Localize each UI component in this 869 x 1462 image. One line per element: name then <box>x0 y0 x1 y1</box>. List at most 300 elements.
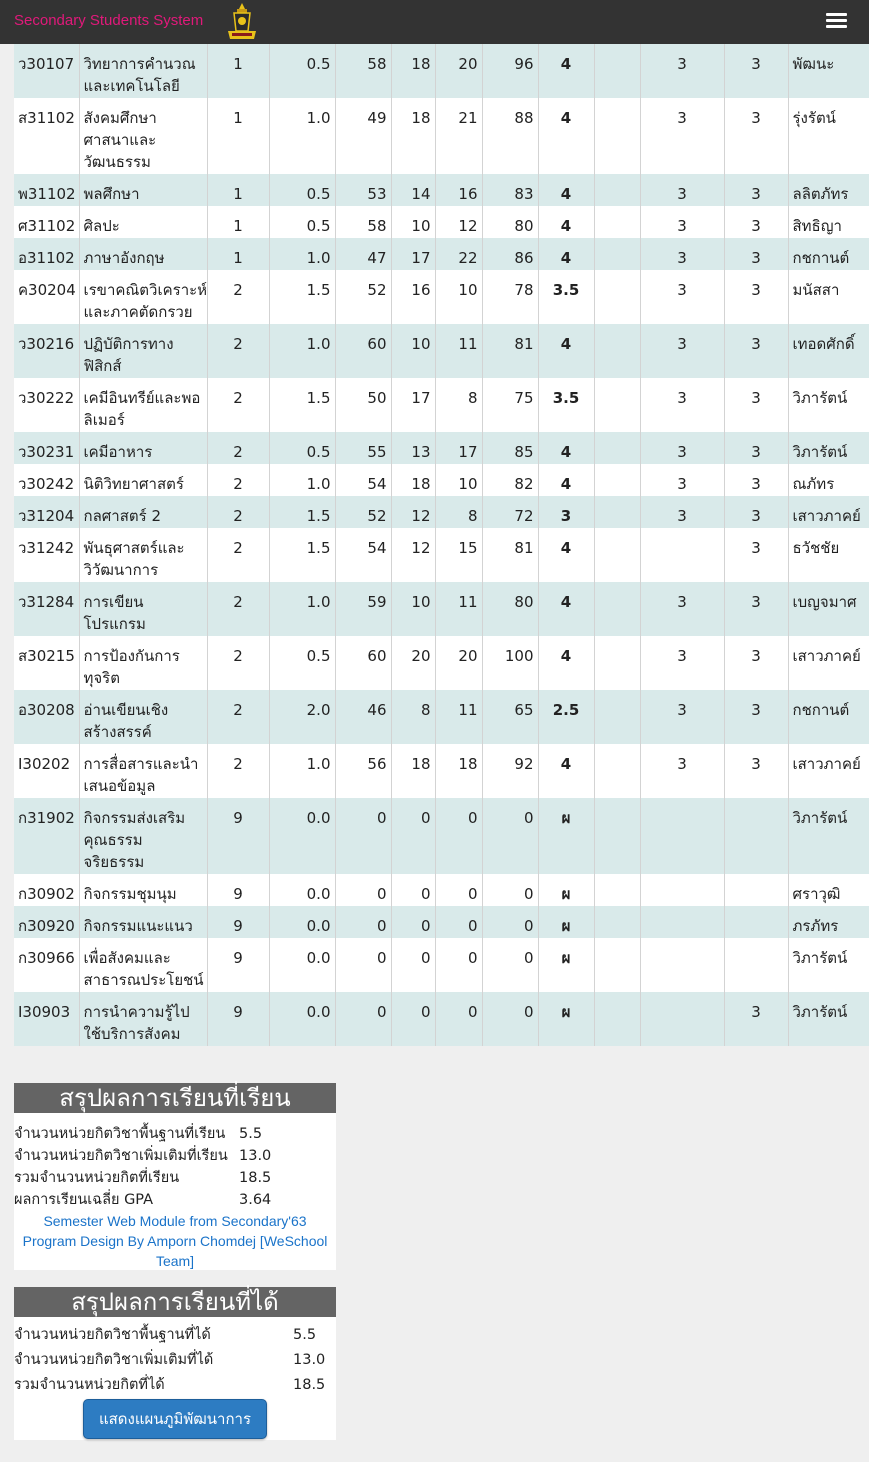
table-row <box>14 270 869 324</box>
subject-group-cell: 9 <box>207 874 269 906</box>
attribute-3-cell: 3 <box>724 206 788 238</box>
teacher-name-cell: วิภารัตน์ <box>788 378 869 432</box>
attribute-2-cell: 3 <box>640 636 724 690</box>
score-3-cell: 8 <box>435 496 482 528</box>
teacher-name-cell: สิทธิญา <box>788 206 869 238</box>
subject-name-cell: เพื่อสังคมและ สาธารณประโยชน์ <box>79 938 207 992</box>
gpa-label: ผลการเรียนเฉลี่ย GPA <box>14 1192 154 1208</box>
subject-group-cell: 2 <box>207 636 269 690</box>
score-3-cell: 0 <box>435 798 482 874</box>
table-row <box>14 528 869 582</box>
attribute-3-cell: 3 <box>724 636 788 690</box>
attribute-1-cell <box>594 44 640 98</box>
subject-name-cell: กลศาสตร์ 2 <box>79 496 207 528</box>
summary-earned-panel <box>14 1287 336 1440</box>
attribute-2-cell: 3 <box>640 206 724 238</box>
top-navbar <box>0 0 869 44</box>
grade-cell: 4 <box>538 432 594 464</box>
attribute-1-cell <box>594 270 640 324</box>
credit-value-cell: 1.0 <box>269 98 335 174</box>
subject-name-cell: กิจกรรมแนะแนว <box>79 906 207 938</box>
score-1-cell: 0 <box>335 992 391 1046</box>
summary-studied-panel <box>14 1083 336 1270</box>
teacher-name-cell: มนัสสา <box>788 270 869 324</box>
score-1-cell: 58 <box>335 206 391 238</box>
attribute-3-cell <box>724 874 788 906</box>
subject-name-cell: การสื่อสารและนำ เสนอข้อมูล <box>79 744 207 798</box>
attribute-3-cell: 3 <box>724 744 788 798</box>
grades-table <box>14 44 869 1046</box>
score-3-cell: 0 <box>435 874 482 906</box>
extra-credits-studied-row <box>14 1145 336 1167</box>
score-2-cell: 0 <box>391 992 435 1046</box>
attribute-1-cell <box>594 874 640 906</box>
score-3-cell: 0 <box>435 938 482 992</box>
grade-cell: ผ <box>538 992 594 1046</box>
subject-code-cell: ก30966 <box>14 938 79 992</box>
teacher-name-cell: เทอดศักดิ์ <box>788 324 869 378</box>
score-1-cell: 52 <box>335 496 391 528</box>
score-1-cell: 0 <box>335 798 391 874</box>
teacher-name-cell: เสาวภาคย์ <box>788 636 869 690</box>
subject-code-cell: ว30216 <box>14 324 79 378</box>
total-score-cell: 72 <box>482 496 538 528</box>
grade-cell: 3 <box>538 496 594 528</box>
total-score-cell: 96 <box>482 44 538 98</box>
attribute-3-cell: 3 <box>724 378 788 432</box>
score-3-cell: 12 <box>435 206 482 238</box>
attribute-1-cell <box>594 432 640 464</box>
subject-group-cell: 9 <box>207 906 269 938</box>
score-2-cell: 16 <box>391 270 435 324</box>
grade-cell: 4 <box>538 238 594 270</box>
attribute-2-cell <box>640 528 724 582</box>
score-2-cell: 17 <box>391 238 435 270</box>
score-3-cell: 20 <box>435 636 482 690</box>
subject-group-cell: 2 <box>207 270 269 324</box>
score-2-cell: 10 <box>391 206 435 238</box>
subject-name-cell: ศิลปะ <box>79 206 207 238</box>
subject-group-cell: 2 <box>207 744 269 798</box>
subject-code-cell: ก30902 <box>14 874 79 906</box>
score-3-cell: 0 <box>435 992 482 1046</box>
subject-name-cell: การนำความรู้ไป ใช้บริการสังคม <box>79 992 207 1046</box>
credit-value-cell: 1.5 <box>269 270 335 324</box>
total-score-cell: 80 <box>482 582 538 636</box>
credit-value-cell: 0.0 <box>269 938 335 992</box>
score-1-cell: 47 <box>335 238 391 270</box>
table-row <box>14 98 869 174</box>
total-score-cell: 86 <box>482 238 538 270</box>
table-row <box>14 378 869 432</box>
subject-name-cell: พลศึกษา <box>79 174 207 206</box>
total-score-cell: 85 <box>482 432 538 464</box>
grade-cell: 4 <box>538 528 594 582</box>
total-score-cell: 81 <box>482 324 538 378</box>
score-2-cell: 20 <box>391 636 435 690</box>
basic-credits-earned-label: จำนวนหน่วยกิตวิชาพื้นฐานที่ได้ <box>14 1327 211 1343</box>
total-score-cell: 82 <box>482 464 538 496</box>
attribute-3-cell: 3 <box>724 98 788 174</box>
attribute-3-cell: 3 <box>724 324 788 378</box>
subject-code-cell: ก30920 <box>14 906 79 938</box>
attribute-1-cell <box>594 378 640 432</box>
score-2-cell: 0 <box>391 798 435 874</box>
basic-credits-studied-row <box>14 1123 336 1145</box>
subject-group-cell: 9 <box>207 798 269 874</box>
hamburger-menu-icon[interactable] <box>826 13 847 29</box>
score-3-cell: 11 <box>435 324 482 378</box>
attribute-2-cell: 3 <box>640 238 724 270</box>
score-3-cell: 11 <box>435 690 482 744</box>
attribute-2-cell: 3 <box>640 44 724 98</box>
extra-credits-earned-row <box>14 1348 336 1373</box>
score-1-cell: 0 <box>335 938 391 992</box>
attribute-2-cell <box>640 992 724 1046</box>
subject-group-cell: 9 <box>207 938 269 992</box>
attribute-1-cell <box>594 98 640 174</box>
attribute-2-cell <box>640 874 724 906</box>
subject-group-cell: 1 <box>207 238 269 270</box>
score-3-cell: 15 <box>435 528 482 582</box>
attribute-1-cell <box>594 906 640 938</box>
subject-code-cell: อ30208 <box>14 690 79 744</box>
attribute-1-cell <box>594 582 640 636</box>
gpa-value: 3.64 <box>239 1192 272 1208</box>
grade-cell: ผ <box>538 798 594 874</box>
attribute-2-cell: 3 <box>640 98 724 174</box>
table-row <box>14 238 869 270</box>
score-3-cell: 22 <box>435 238 482 270</box>
subject-group-cell: 1 <box>207 98 269 174</box>
attribute-1-cell <box>594 992 640 1046</box>
app-title[interactable]: Secondary Students System <box>14 12 204 29</box>
score-2-cell: 0 <box>391 906 435 938</box>
subject-group-cell: 1 <box>207 206 269 238</box>
attribute-1-cell <box>594 324 640 378</box>
total-score-cell: 80 <box>482 206 538 238</box>
credit-value-cell: 1.5 <box>269 528 335 582</box>
attribute-1-cell <box>594 496 640 528</box>
credit-value-cell: 1.0 <box>269 464 335 496</box>
teacher-name-cell: กชกานต์ <box>788 238 869 270</box>
subject-code-cell: ส30215 <box>14 636 79 690</box>
teacher-name-cell: วิภารัตน์ <box>788 938 869 992</box>
attribute-3-cell: 3 <box>724 690 788 744</box>
credit-value-cell: 0.0 <box>269 874 335 906</box>
attribute-1-cell <box>594 174 640 206</box>
attribute-3-cell: 3 <box>724 44 788 98</box>
attribute-1-cell <box>594 798 640 874</box>
score-3-cell: 16 <box>435 174 482 206</box>
basic-credits-studied-label: จำนวนหน่วยกิตวิชาพื้นฐานที่เรียน <box>14 1126 226 1142</box>
grade-cell: 4 <box>538 174 594 206</box>
score-3-cell: 10 <box>435 464 482 496</box>
grade-cell: 4 <box>538 98 594 174</box>
table-row <box>14 174 869 206</box>
attribute-1-cell <box>594 464 640 496</box>
grade-cell: ผ <box>538 938 594 992</box>
attribute-3-cell: 3 <box>724 238 788 270</box>
subject-group-cell: 1 <box>207 44 269 98</box>
attribute-1-cell <box>594 636 640 690</box>
grade-cell: 4 <box>538 324 594 378</box>
total-score-cell: 0 <box>482 906 538 938</box>
attribute-2-cell: 3 <box>640 270 724 324</box>
score-2-cell: 18 <box>391 44 435 98</box>
teacher-name-cell: กชกานต์ <box>788 690 869 744</box>
total-score-cell: 100 <box>482 636 538 690</box>
subject-name-cell: การป้องกันการ ทุจริต <box>79 636 207 690</box>
attribute-3-cell: 3 <box>724 270 788 324</box>
score-1-cell: 60 <box>335 636 391 690</box>
attribute-3-cell <box>724 938 788 992</box>
score-2-cell: 17 <box>391 378 435 432</box>
grade-cell: 2.5 <box>538 690 594 744</box>
subject-group-cell: 2 <box>207 690 269 744</box>
total-score-cell: 0 <box>482 874 538 906</box>
score-2-cell: 0 <box>391 938 435 992</box>
credit-line-module: Semester Web Module from Secondary'63 <box>43 1213 307 1229</box>
attribute-1-cell <box>594 528 640 582</box>
table-row <box>14 324 869 378</box>
summary-earned-title: สรุปผลการเรียนที่ได้ <box>14 1287 336 1317</box>
score-3-cell: 11 <box>435 582 482 636</box>
total-credits-studied-label: รวมจำนวนหน่วยกิตที่เรียน <box>14 1170 180 1186</box>
credit-value-cell: 0.5 <box>269 206 335 238</box>
credit-value-cell: 0.0 <box>269 906 335 938</box>
subject-group-cell: 1 <box>207 174 269 206</box>
teacher-name-cell: วิภารัตน์ <box>788 432 869 464</box>
score-2-cell: 18 <box>391 464 435 496</box>
score-2-cell: 14 <box>391 174 435 206</box>
total-score-cell: 0 <box>482 992 538 1046</box>
attribute-2-cell <box>640 906 724 938</box>
extra-credits-earned-value: 13.0 <box>293 1352 326 1368</box>
credit-value-cell: 1.5 <box>269 378 335 432</box>
score-3-cell: 21 <box>435 98 482 174</box>
table-row <box>14 206 869 238</box>
credit-value-cell: 2.0 <box>269 690 335 744</box>
total-score-cell: 65 <box>482 690 538 744</box>
grade-cell: 4 <box>538 464 594 496</box>
attribute-1-cell <box>594 690 640 744</box>
extra-credits-studied-value: 13.0 <box>239 1148 272 1164</box>
score-2-cell: 8 <box>391 690 435 744</box>
score-2-cell: 12 <box>391 496 435 528</box>
attribute-3-cell: 3 <box>724 528 788 582</box>
credit-line-design: Program Design By Amporn Chomdej [WeSchool Team] <box>22 1233 328 1269</box>
credit-value-cell: 1.0 <box>269 238 335 270</box>
grade-cell: 4 <box>538 44 594 98</box>
grade-cell: 4 <box>538 582 594 636</box>
attribute-1-cell <box>594 938 640 992</box>
attribute-2-cell: 3 <box>640 464 724 496</box>
table-row <box>14 992 869 1046</box>
attribute-2-cell: 3 <box>640 324 724 378</box>
school-emblem-icon <box>226 1 258 43</box>
subject-name-cell: ภาษาอังกฤษ <box>79 238 207 270</box>
subject-name-cell: เคมีอินทรีย์และพอ ลิเมอร์ <box>79 378 207 432</box>
score-1-cell: 56 <box>335 744 391 798</box>
score-2-cell: 0 <box>391 874 435 906</box>
score-1-cell: 55 <box>335 432 391 464</box>
score-2-cell: 12 <box>391 528 435 582</box>
attribute-2-cell: 3 <box>640 174 724 206</box>
score-2-cell: 18 <box>391 98 435 174</box>
show-progress-chart-button[interactable]: แสดงแผนภูมิพัฒนาการ <box>83 1399 267 1439</box>
total-score-cell: 0 <box>482 798 538 874</box>
total-credits-studied-row <box>14 1167 336 1189</box>
score-3-cell: 0 <box>435 906 482 938</box>
total-score-cell: 92 <box>482 744 538 798</box>
subject-name-cell: เคมีอาหาร <box>79 432 207 464</box>
table-row <box>14 582 869 636</box>
teacher-name-cell: วิภารัตน์ <box>788 798 869 874</box>
attribute-3-cell: 3 <box>724 496 788 528</box>
score-2-cell: 18 <box>391 744 435 798</box>
subject-name-cell: เรขาคณิตวิเคราะห์ และภาคตัดกรวย <box>79 270 207 324</box>
attribute-1-cell <box>594 206 640 238</box>
score-1-cell: 0 <box>335 874 391 906</box>
total-score-cell: 78 <box>482 270 538 324</box>
score-3-cell: 17 <box>435 432 482 464</box>
score-3-cell: 20 <box>435 44 482 98</box>
credit-value-cell: 1.5 <box>269 496 335 528</box>
total-score-cell: 75 <box>482 378 538 432</box>
subject-group-cell: 2 <box>207 324 269 378</box>
attribute-2-cell: 3 <box>640 432 724 464</box>
teacher-name-cell: ศราวุฒิ <box>788 874 869 906</box>
score-2-cell: 10 <box>391 582 435 636</box>
score-1-cell: 52 <box>335 270 391 324</box>
subject-code-cell: ว31284 <box>14 582 79 636</box>
grade-cell: 4 <box>538 636 594 690</box>
basic-credits-earned-value: 5.5 <box>293 1327 317 1343</box>
subject-group-cell: 2 <box>207 432 269 464</box>
credit-value-cell: 0.5 <box>269 432 335 464</box>
credit-value-cell: 0.5 <box>269 44 335 98</box>
subject-code-cell: ว30231 <box>14 432 79 464</box>
subject-group-cell: 2 <box>207 528 269 582</box>
attribute-2-cell: 3 <box>640 690 724 744</box>
score-1-cell: 58 <box>335 44 391 98</box>
table-row <box>14 906 869 938</box>
attribute-2-cell: 3 <box>640 744 724 798</box>
teacher-name-cell: ณภัทร <box>788 464 869 496</box>
subject-code-cell: ว31204 <box>14 496 79 528</box>
subject-name-cell: พันธุศาสตร์และ วิวัฒนาการ <box>79 528 207 582</box>
subject-code-cell: พ31102 <box>14 174 79 206</box>
score-1-cell: 59 <box>335 582 391 636</box>
extra-credits-earned-label: จำนวนหน่วยกิตวิชาเพิ่มเติมที่ได้ <box>14 1352 214 1368</box>
attribute-1-cell <box>594 238 640 270</box>
subject-code-cell: I30202 <box>14 744 79 798</box>
subject-code-cell: ศ31102 <box>14 206 79 238</box>
score-2-cell: 10 <box>391 324 435 378</box>
score-1-cell: 49 <box>335 98 391 174</box>
subject-name-cell: นิติวิทยาศาสตร์ <box>79 464 207 496</box>
attribute-2-cell <box>640 938 724 992</box>
subject-name-cell: กิจกรรมชุมนุม <box>79 874 207 906</box>
table-row <box>14 432 869 464</box>
credit-value-cell: 0.5 <box>269 174 335 206</box>
total-credits-earned-value: 18.5 <box>293 1377 326 1393</box>
score-1-cell: 50 <box>335 378 391 432</box>
score-1-cell: 54 <box>335 528 391 582</box>
attribute-1-cell <box>594 744 640 798</box>
score-3-cell: 8 <box>435 378 482 432</box>
attribute-2-cell <box>640 798 724 874</box>
attribute-2-cell: 3 <box>640 496 724 528</box>
total-score-cell: 88 <box>482 98 538 174</box>
grade-cell: 3.5 <box>538 270 594 324</box>
teacher-name-cell: วิภารัตน์ <box>788 992 869 1046</box>
table-row <box>14 464 869 496</box>
teacher-name-cell: พัฒนะ <box>788 44 869 98</box>
subject-group-cell: 2 <box>207 582 269 636</box>
table-row <box>14 874 869 906</box>
subject-name-cell: สังคมศึกษา ศาสนาและ วัฒนธรรม <box>79 98 207 174</box>
teacher-name-cell: เสาวภาคย์ <box>788 744 869 798</box>
table-row <box>14 690 869 744</box>
gpa-row <box>14 1189 336 1211</box>
subject-code-cell: ว30222 <box>14 378 79 432</box>
subject-name-cell: กิจกรรมส่งเสริม คุณธรรม จริยธรรม <box>79 798 207 874</box>
table-row <box>14 636 869 690</box>
subject-code-cell: ก31902 <box>14 798 79 874</box>
basic-credits-studied-value: 5.5 <box>239 1126 263 1142</box>
credit-value-cell: 1.0 <box>269 582 335 636</box>
total-credits-earned-label: รวมจำนวนหน่วยกิตที่ได้ <box>14 1377 165 1393</box>
subject-group-cell: 9 <box>207 992 269 1046</box>
score-1-cell: 60 <box>335 324 391 378</box>
score-1-cell: 0 <box>335 906 391 938</box>
total-score-cell: 81 <box>482 528 538 582</box>
score-3-cell: 18 <box>435 744 482 798</box>
score-2-cell: 13 <box>391 432 435 464</box>
attribute-3-cell: 3 <box>724 582 788 636</box>
total-score-cell: 83 <box>482 174 538 206</box>
subject-name-cell: อ่านเขียนเชิง สร้างสรรค์ <box>79 690 207 744</box>
subject-code-cell: อ31102 <box>14 238 79 270</box>
teacher-name-cell: ธวัชชัย <box>788 528 869 582</box>
teacher-name-cell: เบญจมาศ <box>788 582 869 636</box>
grade-cell: ผ <box>538 874 594 906</box>
basic-credits-earned-row <box>14 1323 336 1348</box>
extra-credits-studied-label: จำนวนหน่วยกิตวิชาเพิ่มเติมที่เรียน <box>14 1148 228 1164</box>
teacher-name-cell: เสาวภาคย์ <box>788 496 869 528</box>
subject-group-cell: 2 <box>207 496 269 528</box>
grade-cell: 4 <box>538 206 594 238</box>
subject-name-cell: วิทยาการคำนวณ และเทคโนโลยี <box>79 44 207 98</box>
score-3-cell: 10 <box>435 270 482 324</box>
subject-code-cell: ว30242 <box>14 464 79 496</box>
subject-code-cell: ส31102 <box>14 98 79 174</box>
subject-code-cell: I30903 <box>14 992 79 1046</box>
grade-cell: 4 <box>538 744 594 798</box>
total-credits-studied-value: 18.5 <box>239 1170 272 1186</box>
attribute-3-cell: 3 <box>724 174 788 206</box>
score-1-cell: 46 <box>335 690 391 744</box>
table-row <box>14 496 869 528</box>
score-1-cell: 53 <box>335 174 391 206</box>
table-row <box>14 938 869 992</box>
attribute-3-cell: 3 <box>724 464 788 496</box>
table-row <box>14 744 869 798</box>
summary-studied-title: สรุปผลการเรียนที่เรียน <box>14 1083 336 1113</box>
credit-value-cell: 1.0 <box>269 744 335 798</box>
